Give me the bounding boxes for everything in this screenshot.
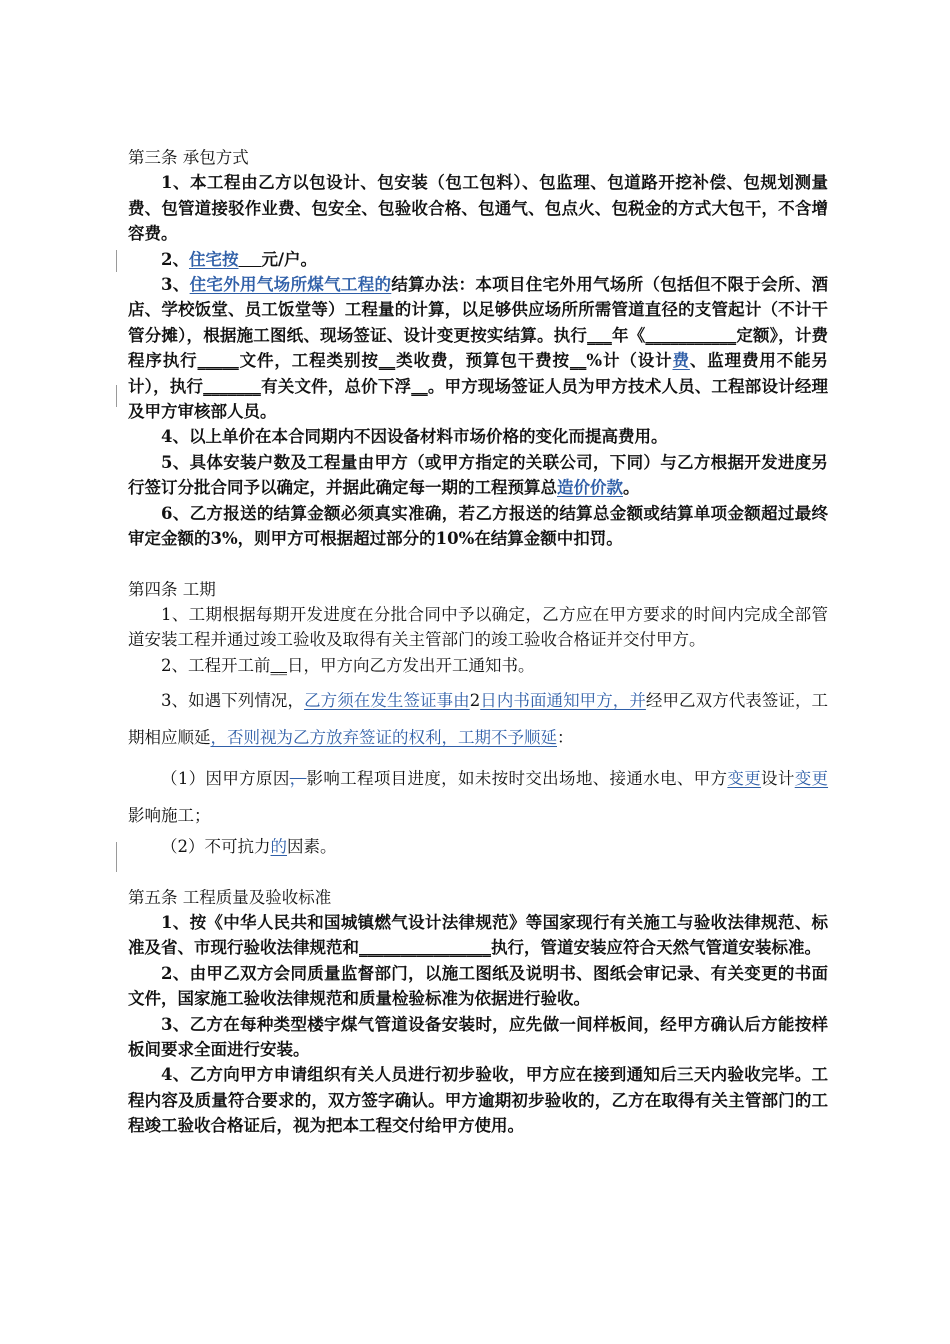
- text-run: 执行，管道安装应符合天然气管道安装标准。: [491, 938, 821, 958]
- fill-blank[interactable]: __: [378, 351, 396, 371]
- text-run: 类收费，预算包干费按: [395, 351, 570, 371]
- paragraph: 1、工期根据每期开发进度在分批合同中予以确定，乙方应在甲方要求的时间内完成全部管道安装工程并通过竣工验收及取得有关主管部门的竣工验收合格证并交付甲方。: [128, 604, 828, 650]
- text-run: 元/户。: [261, 249, 317, 269]
- spacer: [128, 552, 828, 577]
- tracked-change-link[interactable]: 住宅按: [188, 249, 239, 269]
- text-run: 设计: [761, 769, 795, 789]
- item-number: 2、: [161, 249, 189, 269]
- paragraph: [128, 834, 828, 859]
- fill-blank[interactable]: ________________: [359, 938, 491, 958]
- text-run: 2、工程开工前: [161, 655, 271, 675]
- text-run: 2: [469, 691, 481, 711]
- revision-bar: [116, 250, 117, 272]
- fill-blank[interactable]: _______: [203, 376, 261, 396]
- text-run: 年《: [611, 325, 646, 345]
- tracked-change-link[interactable]: 乙方须在发生签证事由: [304, 691, 470, 711]
- text-run: 经甲乙双方代表签证，工期相应顺延: [128, 691, 828, 748]
- fill-blank[interactable]: ___: [587, 325, 612, 345]
- paragraph: [128, 450, 828, 501]
- paragraph: 4、乙方向甲方申请组织有关人员进行初步验收，甲方应在接到通知后三天内验收完毕。工程内容及质量符合要求的，双方签字确认。甲方逾期初步验收的，乙方在取得有关主管部门的工程竣工验收合格证后，视为把本工程交付给甲方使用。: [128, 1065, 828, 1136]
- text-run: （2）不可抗力: [161, 837, 271, 857]
- revision-bar: [116, 842, 117, 872]
- paragraph: [128, 910, 828, 961]
- text-run: 因素。: [287, 837, 337, 857]
- tracked-change-link[interactable]: 费: [672, 351, 690, 371]
- text-run: 结算办法：本项目住宅外用气场所（包括但不限于会所、酒店、学校饭堂、员工饭堂等）工程量的计算，以足够供应场所所需管道直径的支管起计（不计干管分摊），根据施工图纸、现场签证、设计变更按实结算。执行: [128, 275, 829, 345]
- text-run: 定额》，计费程序执行: [128, 325, 829, 371]
- tracked-change-link[interactable]: 变更: [727, 769, 762, 789]
- text-run: 影响工程项目进度，如未按时交出场地、接通水电、甲方: [306, 769, 728, 789]
- section-heading: 第三条 承包方式: [128, 148, 249, 167]
- document-body: [128, 145, 828, 1139]
- paragraph: [128, 272, 828, 424]
- fill-blank[interactable]: _____: [197, 351, 239, 371]
- revision-bar: [116, 385, 117, 407]
- deleted-text[interactable]: ，: [289, 769, 307, 789]
- spacer: [128, 860, 828, 885]
- paragraph: 4、以上单价在本合同期内不因设备材料市场价格的变化而提高费用。: [161, 427, 668, 447]
- text-run: 。: [623, 478, 640, 498]
- paragraph: [128, 682, 828, 756]
- text-run: 有关文件，总价下浮: [260, 376, 412, 396]
- text-run: 日，甲方向乙方发出开工通知书。: [287, 655, 535, 675]
- paragraph: [128, 247, 828, 272]
- fill-blank[interactable]: ___________: [645, 325, 737, 345]
- section-heading: 第五条 工程质量及验收标准: [128, 887, 332, 907]
- text-run: %计（设计: [586, 351, 673, 371]
- fill-blank[interactable]: __: [569, 351, 587, 371]
- text-run: 。甲方现场签证人员为甲方技术人员、工程部设计经理及甲方审核部人员。: [128, 376, 829, 422]
- tracked-change-link[interactable]: 的: [270, 837, 287, 857]
- paragraph: 3、乙方在每种类型楼宇煤气管道设备安装时，应先做一间样板间，经甲方确认后方能按样板间要求全面进行安装。: [128, 1014, 828, 1059]
- text-run: 3、如遇下列情况，: [161, 691, 305, 711]
- tracked-change-link[interactable]: ，否则视为乙方放弃签证的权利，工期不予顺延: [210, 728, 557, 748]
- text-run: 文件，工程类别按: [238, 351, 379, 371]
- tracked-change-link[interactable]: 变更: [794, 769, 829, 789]
- paragraph: 6、乙方报送的结算金额必须真实准确，若乙方报送的结算总金额或结算单项金额超过最终审定金额的3%，则甲方可根据超过部分的10%在结算金额中扣罚。: [128, 503, 828, 549]
- text-run: 、监理费用不能另计），执行: [128, 351, 829, 396]
- text-run: （1）因甲方原因: [161, 769, 290, 789]
- tracked-change-link[interactable]: 住宅外用气场所煤气工程的: [189, 275, 392, 295]
- paragraph: 1、本工程由乙方以包设计、包安装（包工包料）、包监理、包道路开挖补偿、包规划测量费、包管道接驳作业费、包安全、包验收合格、包通气、包点火、包税金的方式大包干，不含增容费。: [128, 173, 828, 244]
- paragraph: [128, 760, 828, 834]
- tracked-change-link[interactable]: 日内书面通知甲方，并: [480, 691, 646, 711]
- fill-blank[interactable]: __: [270, 655, 287, 675]
- text-run: ：: [557, 728, 574, 748]
- paragraph: 2、由甲乙双方会同质量监督部门，以施工图纸及说明书、图纸会审记录、有关变更的书面文件，国家施工验收法律规范和质量检验标准为依据进行验收。: [128, 963, 828, 1009]
- fill-blank[interactable]: __: [411, 376, 428, 396]
- tracked-change-link[interactable]: 造价价款: [557, 478, 623, 498]
- paragraph: [128, 653, 828, 678]
- text-run: 1、按《中华人民共和国城镇燃气设计法律规范》等国家现行有关施工与验收法律规范、标准及省、市现行验收法律规范和: [128, 912, 828, 958]
- fill-blank[interactable]: [238, 250, 261, 269]
- text-run: 影响施工；: [128, 806, 211, 826]
- text-run: 5、具体安装户数及工程量由甲方（或甲方指定的关联公司，下同）与乙方根据开发进度另行签订分批合同予以确定，并据此确定每一期的工程预算总: [128, 452, 828, 498]
- item-number: 3、: [161, 275, 190, 295]
- section-heading: 第四条 工期: [128, 579, 216, 599]
